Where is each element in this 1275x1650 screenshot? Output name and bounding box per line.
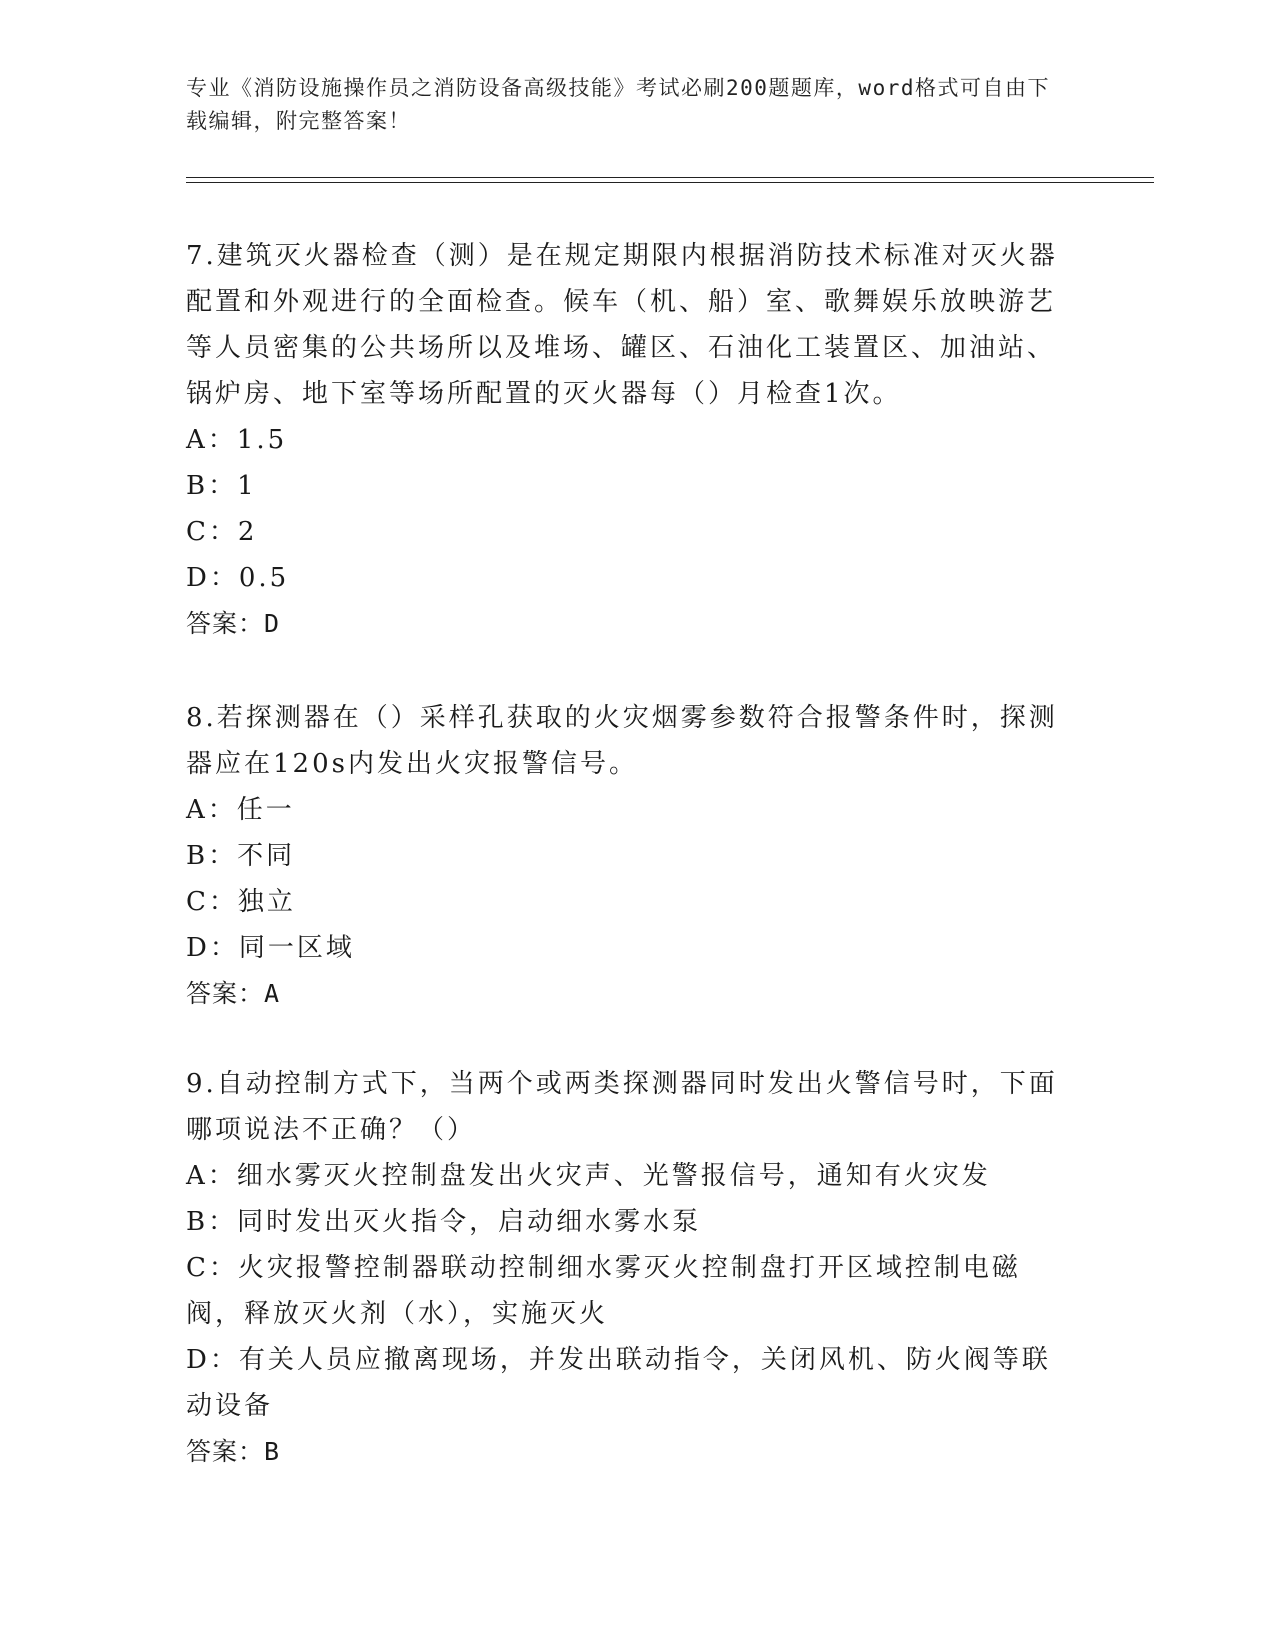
option-d: D：有关人员应撤离现场，并发出联动指令，关闭风机、防火阀等联动设备 <box>186 1345 1051 1421</box>
answer: 答案：B <box>186 1437 281 1466</box>
answer: 答案：D <box>186 609 281 638</box>
question-8 <box>186 695 1066 1017</box>
option-c: C：独立 <box>186 887 296 917</box>
header-divider-bottom <box>186 182 1154 183</box>
question-stem: 9.自动控制方式下，当两个或两类探测器同时发出火警信号时，下面哪项说法不正确？（） <box>186 1069 1058 1145</box>
option-c: C：2 <box>186 517 258 547</box>
option-c: C：火灾报警控制器联动控制细水雾灭火控制盘打开区域控制电磁阀，释放灭火剂（水），实施灭火 <box>186 1253 1021 1329</box>
option-d: D：0.5 <box>186 563 290 593</box>
option-b: B：不同 <box>186 841 296 871</box>
option-a: A：细水雾灭火控制盘发出火灾声、光警报信号，通知有火灾发 <box>186 1161 991 1191</box>
question-stem: 8.若探测器在（）采样孔获取的火灾烟雾参数符合报警条件时，探测器应在120s内发出火灾报警信号。 <box>186 703 1058 779</box>
option-a: A：任一 <box>186 795 295 825</box>
header-divider-top <box>186 177 1154 178</box>
option-b: B：同时发出灭火指令，启动细水雾水泵 <box>186 1207 702 1237</box>
option-b: B：1 <box>186 471 257 501</box>
option-a: A：1.5 <box>186 425 288 455</box>
answer: 答案：A <box>186 979 281 1008</box>
question-stem: 7.建筑灭火器检查（测）是在规定期限内根据消防技术标准对灭火器配置和外观进行的全面检查。候车（机、船）室、歌舞娱乐放映游艺等人员密集的公共场所以及堆场、罐区、石油化工装置区、加油站、锅炉房、地下室等场所配置的灭火器每（）月检查1次。 <box>186 241 1058 409</box>
header-title: 专业《消防设施操作员之消防设备高级技能》考试必刷200题题库，word格式可自由下载编辑，附完整答案！ <box>186 76 1050 133</box>
option-d: D：同一区域 <box>186 933 355 963</box>
document-header <box>186 72 1066 138</box>
question-9 <box>186 1061 1066 1475</box>
question-7 <box>186 233 1066 647</box>
